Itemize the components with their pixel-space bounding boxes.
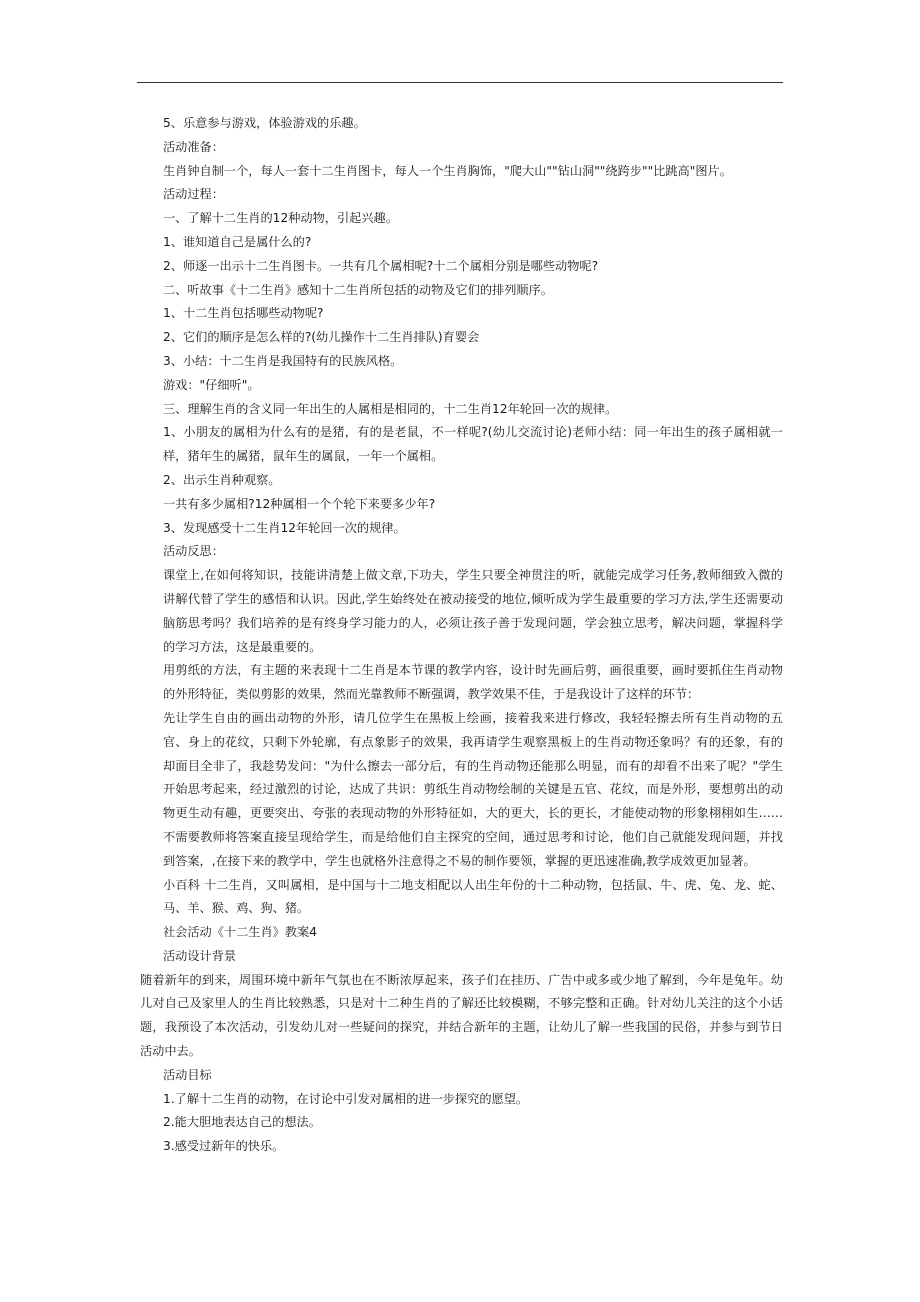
paragraph: 1.了解十二生肖的动物，在讨论中引发对属相的进一步探究的愿望。 <box>163 1091 529 1106</box>
paragraph: 2.能大胆地表达自己的想法。 <box>163 1115 321 1130</box>
paragraph: 先让学生自由的画出动物的外形，请几位学生在黑板上绘画，接着我来进行修改，我轻轻擦去所有生肖动物的五官、身上的花纹，只剩下外轮廓，有点象影子的效果，我再请学生观察黑板上的生肖动物还象吗？有的还象，有的却面目全非了，我趁势发问："为什么擦去一部分后，有的生肖动物还能那么明显，而有的却看不出来了呢？"学生开始思考起来，经过激烈的讨论，达成了共识：剪纸生肖动物绘制的关键是五官、花纹，而是外形，要想剪出的动物更生动有趣，更要突出、夸张的表现动物的外形特征如，大的更大，长的更长，才能使动物的形象栩栩如生……不需要教师将答案直接呈现给学生，而是给他们自主探究的空间，通过思考和讨论，他们自己就能发现问题，并找到答案，,在接下来的教学中，学生也就格外注意得之不易的制作要领，掌握的更迅速准确,教学成效更加显著。 <box>163 710 783 868</box>
paragraph: 1、十二生肖包括哪些动物呢? <box>163 306 324 321</box>
paragraph: 3.感受过新年的快乐。 <box>163 1139 285 1154</box>
paragraph: 2、它们的顺序是怎么样的?(幼儿操作十二生肖排队)育婴会 <box>163 330 480 345</box>
paragraph: 三、理解生肖的含义同一年出生的人属相是相同的，十二生肖12年轮回一次的规律。 <box>163 401 618 416</box>
paragraph: 一、了解十二生肖的12种动物，引起兴趣。 <box>163 211 398 226</box>
paragraph: 3、小结：十二生肖是我国特有的民族风格。 <box>163 353 403 368</box>
paragraph: 小百科 十二生肖，又叫属相，是中国与十二地支相配以人出生年份的十二种动物，包括鼠、牛、虎、兔、龙、蛇、马、羊、猴、鸡、狗、猪。 <box>163 877 783 916</box>
paragraph: 社会活动《十二生肖》教案4 <box>163 925 318 940</box>
paragraph: 课堂上,在如何将知识，技能讲清楚上做文章,下功夫，学生只要全神贯注的听，就能完成学习任务,教师细致入微的讲解代替了学生的感悟和认识。因此,学生始终处在被动接受的地位,倾听成为学生最重要的学习方法,学生还需要动脑筋思考吗？我们培养的是有终身学习能力的人，必须让孩子善于发现问题，学会独立思考，解决问题，掌握科学的学习方法，这是最重要的。 <box>163 568 783 654</box>
paragraph: 2、师逐一出示十二生肖图卡。一共有几个属相呢?十二个属相分别是哪些动物呢? <box>163 258 599 273</box>
paragraph: 活动准备： <box>163 139 224 154</box>
paragraph: 随着新年的到来，周围环境中新年气氛也在不断浓厚起来，孩子们在挂历、广告中或多或少地了解到，今年是兔年。幼儿对自己及家里人的生肖比较熟悉，只是对十二种生肖的了解还比较模糊，不够完整和正确。针对幼儿关注的这个小话题，我预设了本次活动，引发幼儿对一些疑问的探究，并结合新年的主题，让幼儿了解一些我国的民俗，并参与到节日活动中去。 <box>140 972 783 1059</box>
paragraph: 二、听故事《十二生肖》感知十二生肖所包括的动物及它们的排列顺序。 <box>163 282 553 297</box>
paragraph: 活动设计背景 <box>163 948 237 963</box>
paragraph: 3、发现感受十二生肖12年轮回一次的规律。 <box>163 520 406 535</box>
paragraph: 生肖钟自制一个，每人一套十二生肖图卡，每人一个生肖胸饰，"爬大山""钻山洞""绕跨步""比跳高"图片。 <box>163 163 732 178</box>
paragraph: 活动过程： <box>163 187 224 202</box>
paragraph: 用剪纸的方法，有主题的来表现十二生肖是本节课的教学内容，设计时先画后剪，画很重要，画时要抓住生肖动物的外形特征，类似剪影的效果，然而光靠教师不断强调，教学效果不佳，于是我设计了这样的环节： <box>163 663 783 702</box>
paragraph: 1、谁知道自己是属什么的? <box>163 234 312 249</box>
header-rule <box>137 82 783 83</box>
paragraph: 活动反思： <box>163 544 224 559</box>
paragraph: 1、小朋友的属相为什么有的是猪，有的是老鼠，不一样呢?(幼儿交流讨论)老师小结：同一年出生的孩子属相就一样，猪年生的属猪，鼠年生的属鼠，一年一个属相。 <box>163 425 783 464</box>
document-body <box>140 112 783 1159</box>
paragraph: 2、出示生肖种观察。 <box>163 472 281 487</box>
paragraph: 游戏："仔细听"。 <box>163 377 260 392</box>
paragraph: 5、乐意参与游戏，体验游戏的乐趣。 <box>163 116 366 130</box>
paragraph: 活动目标 <box>163 1067 212 1082</box>
paragraph: 一共有多少属相?12种属相一个个轮下来要多少年? <box>163 496 436 511</box>
